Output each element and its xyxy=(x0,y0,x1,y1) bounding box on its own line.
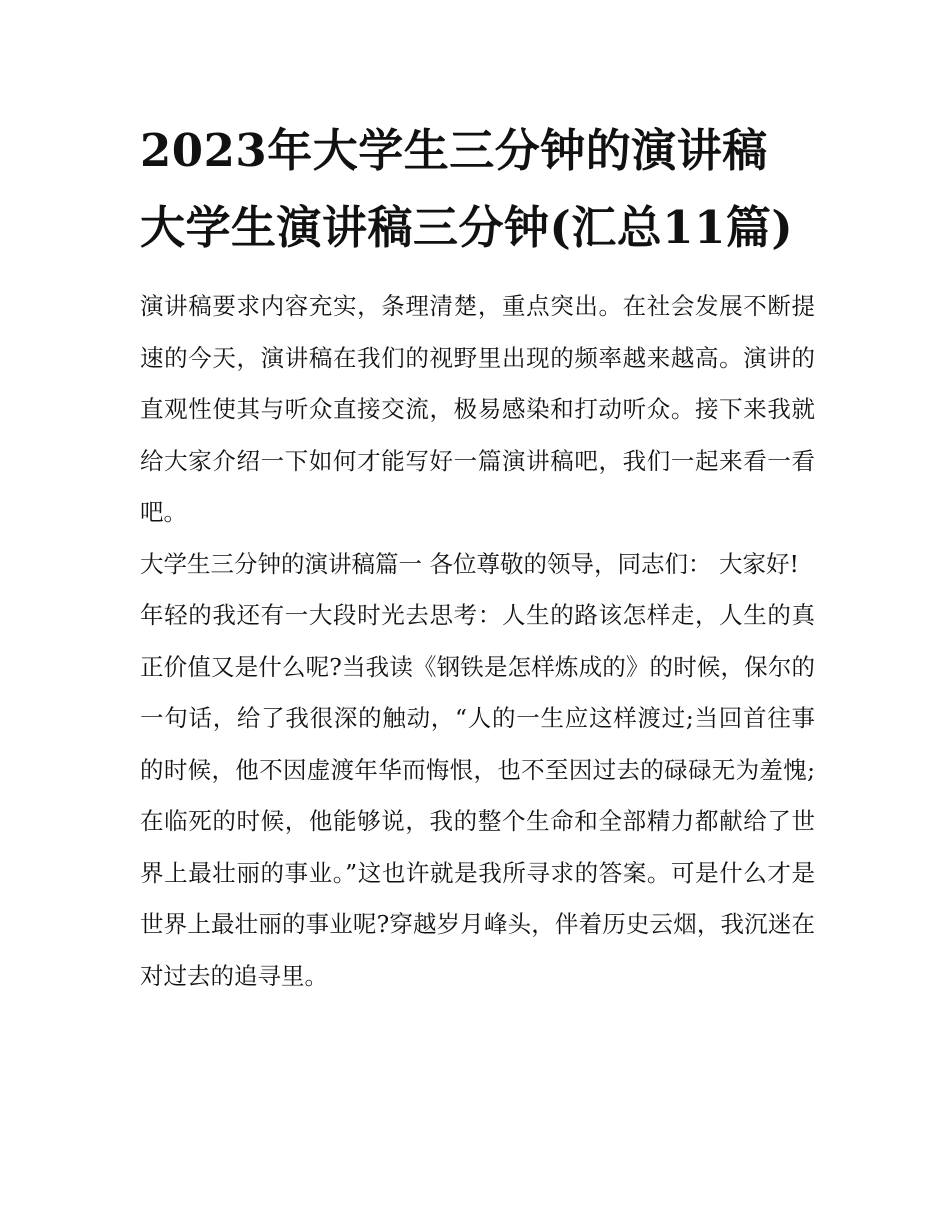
speech-heading-paragraph: 大学生三分钟的演讲稿篇一 各位尊敬的领导，同志们： 大家好! xyxy=(140,549,799,578)
document-page xyxy=(140,112,815,1002)
speech-body-paragraph: 年轻的我还有一大段时光去思考：人生的路该怎样走，人生的真正价值又是什么呢?当我读《钢铁是怎样炼成的》的时候，保尔的一句话，给了我很深的触动，“人的一生应这样渡过;当回首往事的时候，他不因虚渡年华而悔恨，也不至因过去的碌碌无为羞愧;在临死的时候，他能够说，我的整个生命和全部精力都献给了世界上最壮丽的事业。”这也许就是我所寻求的答案。可是什么才是世界上最壮丽的事业呢?穿越岁月峰头，伴着历史云烟，我沉迷在对过去的追寻里。 xyxy=(140,601,815,990)
document-body xyxy=(140,281,815,1002)
document-title: 2023年大学生三分钟的演讲稿 大学生演讲稿三分钟(汇总11篇) xyxy=(140,124,794,254)
intro-paragraph: 演讲稿要求内容充实，条理清楚，重点突出。在社会发展不断提速的今天，演讲稿在我们的视野里出现的频率越来越高。演讲的直观性使其与听众直接交流，极易感染和打动听众。接下来我就给大家介绍一下如何才能写好一篇演讲稿吧，我们一起来看一看吧。 xyxy=(140,292,815,526)
